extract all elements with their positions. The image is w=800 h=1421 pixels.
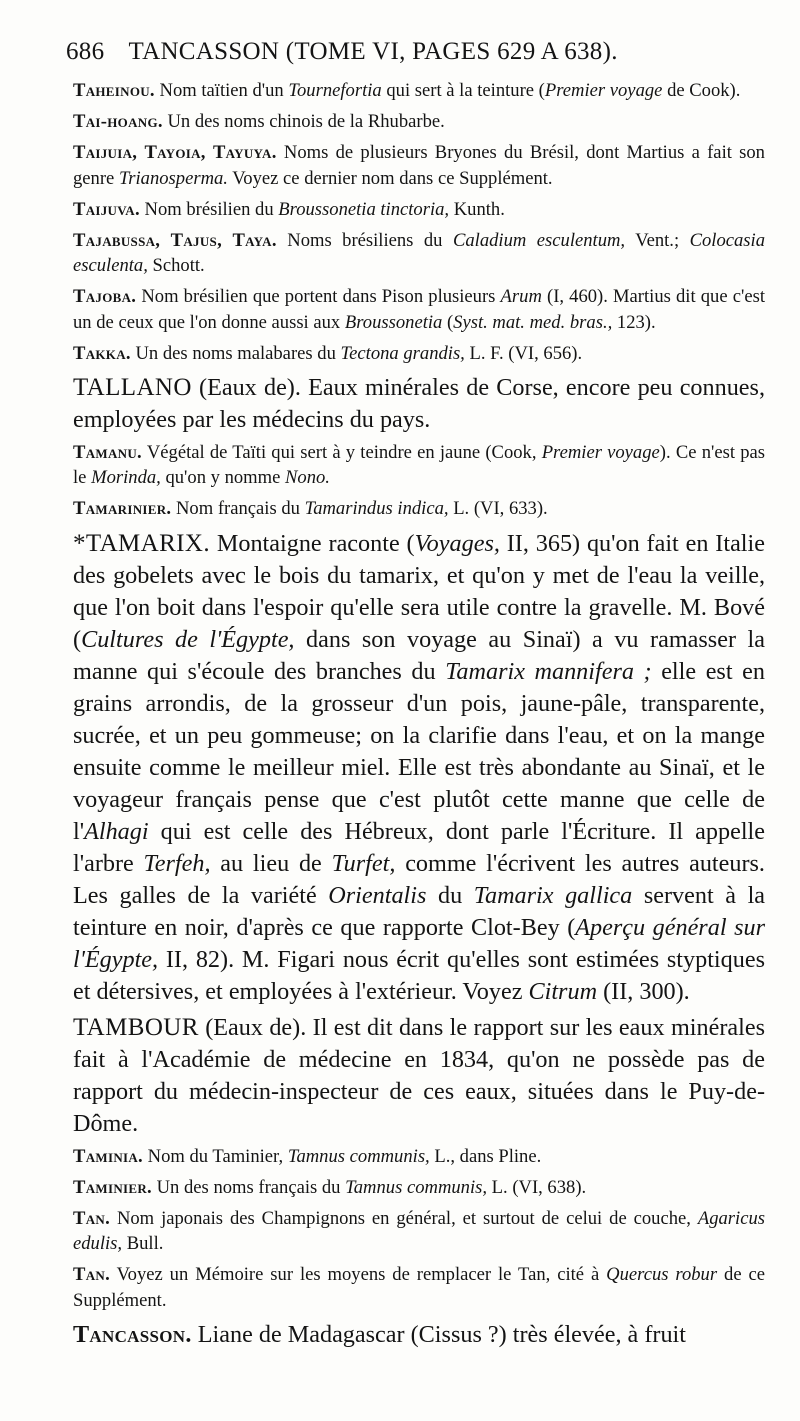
entry-text: Nom brésilien que portent dans Pison plusieurs [136, 286, 501, 308]
entry-headword: Tajabussa, Tajus, Taya. [73, 230, 277, 252]
dictionary-entry [73, 1144, 765, 1169]
entry-text: Liane de Madagascar (Cissus ?) très élevée, à fruit [191, 1320, 686, 1348]
entry-headword: Tamanu. [73, 442, 142, 464]
entry-text: dans son voyage au Sinaï) a vu ramasser la manne qui s'écoule des branches du [73, 625, 765, 685]
entry-text: qui est celle des Hébreux, dont parle l'Écriture. Il appelle l'arbre [73, 817, 765, 877]
entry-text: ). Ce n'est pas le [73, 442, 765, 489]
entry-text: (I, 460). Martius dit que c'est un de ceux que l'on donne aussi aux [73, 286, 765, 333]
running-title: TANCASSON (TOME VI, PAGES 629 A 638). [128, 38, 618, 65]
entry-text: L., dans Pline. [429, 1145, 542, 1167]
entry-headword: Taheinou. [73, 80, 155, 101]
entry-text: Noms de plusieurs Bryones du Brésil, dont Martius a fait son genre [73, 142, 765, 189]
entry-text: de ce Supplément. [73, 1264, 766, 1311]
dictionary-entry [73, 1262, 765, 1312]
entry-text: Un des noms français du [151, 1176, 346, 1198]
italic-text: Broussonetia [344, 311, 443, 333]
dictionary-entry [73, 109, 765, 134]
italic-text: Tamarix mannifera ; [445, 657, 652, 685]
italic-text: Terfeh, [143, 849, 211, 877]
entry-text: Noms brésiliens du [276, 230, 453, 252]
entry-text: elle est en grains arrondis, de la grosseur d'un pois, jaune-pâle, transparente, sucrée, et un peu gommeuse; on la clarifie dans l'eau, et on la mange ensuite comme le meilleur miel. Elle est très abondante au Sinaï, et le voyageur français pense que c'est plutôt cette manne que celle de l' [73, 657, 765, 845]
dictionary-entry [73, 496, 765, 521]
entry-text: Un des noms malabares du [130, 342, 341, 364]
entry-headword: Tai-hoang. [73, 111, 163, 133]
dictionary-entry [73, 1175, 765, 1200]
entry-headword: TAMBOUR [73, 1013, 199, 1041]
entry-text: Voyez ce dernier nom dans ce Supplément. [227, 167, 553, 189]
entry-headword: Taminier. [73, 1176, 152, 1198]
entry-headword: Taijuia, Tayoia, Tayuya. [73, 142, 277, 164]
italic-text: Premier voyage [544, 80, 663, 101]
entry-text: qui sert à la teinture ( [381, 80, 545, 101]
italic-text: Orientalis [328, 881, 427, 909]
entry-text: Nom taïtien d'un [154, 80, 289, 101]
entry-headword: *TAMARIX. [73, 529, 211, 557]
italic-text: Tamnus communis, [345, 1176, 488, 1198]
entry-headword: Taijuva. [73, 198, 140, 220]
entry-text: Un des noms chinois de la Rhubarbe. [162, 111, 445, 133]
italic-text: Alhagi [84, 817, 149, 845]
italic-text: Tamarindus indica, [304, 498, 449, 520]
italic-text: Cultures de l'Égypte, [81, 625, 295, 653]
entry-text: Schott. [147, 255, 205, 277]
dictionary-entry [73, 440, 765, 490]
entry-text: II, 365) qu'on fait en Italie des gobelets avec le bois du tamarix, et qu'on y met de l'eau la veille, que l'on boit dans l'espoir qu'elle sera utile contre la gravelle. M. Bové ( [73, 529, 765, 653]
entry-text: de Cook). [662, 80, 741, 101]
italic-text: Arum [500, 286, 542, 308]
entry-text: Végétal de Taïti qui sert à y teindre en jaune (Cook, [141, 442, 542, 464]
dictionary-entry [73, 78, 765, 103]
page-header [66, 38, 766, 66]
italic-text: Voyages, [414, 529, 500, 557]
entry-text: au lieu de [210, 849, 332, 877]
italic-text: Trianosperma. [118, 167, 228, 189]
italic-text: Caladium esculentum, [452, 230, 626, 252]
italic-text: Colocasia esculenta, [73, 230, 766, 277]
entry-text: Nom du Taminier, [143, 1145, 288, 1167]
page-number: 686 [66, 38, 105, 65]
entry-text: Nom brésilien du [139, 198, 279, 220]
dictionary-entry [73, 341, 765, 366]
entry-text: (Eaux de). Il est dit dans le rapport sur les eaux minérales fait à l'Académie de médecine en 1834, qu'on ne possède pas de rapport du médecin-inspecteur de ces eaux, situées dans le Puy-de-Dôme. [73, 1013, 765, 1137]
entry-headword: Takka. [73, 342, 131, 364]
entry-text: Montaigne raconte ( [210, 529, 415, 557]
dictionary-entry [73, 372, 765, 436]
dictionary-entries [73, 78, 765, 1355]
italic-text: Tournefortia [288, 80, 382, 101]
entry-text: (Eaux de). Eaux minérales de Corse, encore peu connues, employées par les médecins du pays. [73, 374, 765, 434]
entry-text: comme l'écrivent les autres auteurs. Les galles de la variété [73, 849, 765, 909]
italic-text: Nono. [285, 467, 330, 489]
dictionary-entry [73, 197, 765, 222]
italic-text: Tectona grandis, [340, 342, 465, 364]
italic-text: Quercus robur [606, 1264, 718, 1286]
italic-text: Agaricus edulis, [73, 1208, 765, 1255]
entry-text: Nom japonais des Champignons en général, et surtout de celui de couche, [110, 1208, 698, 1230]
entry-text: L. (VI, 638). [487, 1176, 587, 1198]
dictionary-entry [73, 140, 765, 190]
italic-text: Citrum [528, 977, 598, 1005]
entry-text: Voyez un Mémoire sur les moyens de remplacer le Tan, cité à [110, 1264, 607, 1286]
entry-headword: Tamarinier. [73, 498, 172, 520]
italic-text: Premier voyage [541, 442, 660, 464]
entry-headword: Tan. [73, 1264, 111, 1286]
entry-text: L. F. (VI, 656). [464, 342, 583, 364]
entry-text: Vent.; [625, 230, 690, 252]
italic-text: Turfet, [331, 849, 396, 877]
entry-text: 123). [612, 311, 656, 333]
entry-text: du [426, 881, 474, 909]
entry-text: ( [442, 311, 454, 333]
entry-text: L. (VI, 633). [448, 498, 548, 520]
italic-text: Tamarix gallica [473, 881, 633, 909]
entry-headword: TALLANO [73, 374, 192, 402]
italic-text: Tamnus communis, [287, 1145, 430, 1167]
dictionary-entry [73, 1012, 765, 1140]
entry-text: II, 82). M. Figari nous écrit qu'elles sont estimées styptiques et détersives, et employées à l'extérieur. Voyez [73, 945, 765, 1005]
entry-headword: Tancasson. [73, 1320, 192, 1348]
italic-text: Morinda, [91, 467, 161, 489]
entry-text: Bull. [122, 1233, 164, 1255]
dictionary-entry [73, 284, 765, 334]
entry-text: Kunth. [449, 198, 505, 220]
entry-text: servent à la teinture en noir, d'après ce que rapporte Clot-Bey ( [73, 881, 766, 941]
dictionary-entry [73, 1319, 765, 1351]
italic-text: Aperçu général sur l'Égypte, [73, 913, 765, 973]
dictionary-entry [73, 228, 765, 278]
entry-text: qu'on y nomme [160, 467, 286, 489]
entry-text: (II, 300). [597, 977, 690, 1005]
entry-text: Nom français du [171, 498, 305, 520]
entry-headword: Taminia. [73, 1145, 144, 1167]
dictionary-entry [73, 528, 765, 1008]
italic-text: Syst. mat. med. bras., [453, 311, 613, 333]
italic-text: Broussonetia tinctoria, [278, 198, 450, 220]
dictionary-entry [73, 1206, 765, 1256]
entry-headword: Tajoba. [73, 286, 137, 308]
entry-headword: Tan. [73, 1208, 111, 1230]
